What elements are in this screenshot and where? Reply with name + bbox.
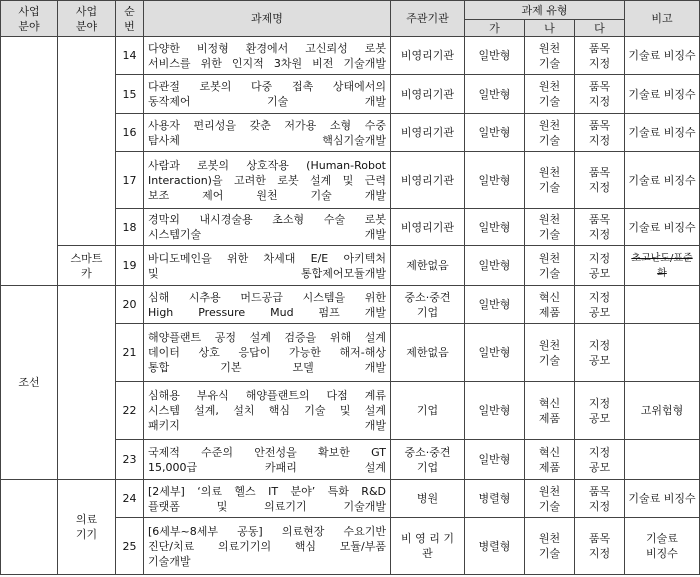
lead-org: 비 영 리 기 관 [391,518,465,575]
lead-org: 병원 [391,480,465,518]
remark: 기술료 비징수 [625,209,700,246]
sector-cell-blank [1,37,58,286]
row-number: 14 [116,37,144,75]
header-project-name: 과제명 [144,1,391,37]
subsector-medical: 의료 기기 [58,480,116,575]
type-na: 혁신 제품 [525,382,575,440]
sector-cell-blank [1,480,58,575]
type-na: 원천 기술 [525,209,575,246]
type-ga: 일반형 [465,382,525,440]
lead-org: 제한없음 [391,246,465,286]
type-ga: 일반형 [465,152,525,209]
type-na: 혁신 제품 [525,286,575,324]
type-na: 원천 기술 [525,152,575,209]
project-title: 다양한 비정형 환경에서 고신뢰성 로봇 서비스를 위한 인지적 3차원 비전 기술개발 [144,37,391,75]
lead-org: 비영리기관 [391,209,465,246]
type-ga: 일반형 [465,75,525,114]
type-da: 품목 지정 [575,209,625,246]
row-number: 22 [116,382,144,440]
table-row [1,246,700,286]
row-number: 16 [116,114,144,152]
type-na: 원천 기술 [525,518,575,575]
project-title: 바디도메인을 위한 차세대 E/E 아키텍처 및 통합제어모듈개발 [144,246,391,286]
type-ga: 일반형 [465,209,525,246]
type-na: 원천 기술 [525,114,575,152]
type-da: 품목 지정 [575,480,625,518]
type-ga: 일반형 [465,37,525,75]
table-row [1,480,700,518]
type-da: 지정 공모 [575,440,625,480]
remark: 고위험형 [625,382,700,440]
header-sector-1: 사업 분야 [1,1,58,37]
type-ga: 병렬형 [465,518,525,575]
project-title: 사용자 편리성을 갖춘 저가용 소형 수중 탐사체 핵심기술개발 [144,114,391,152]
row-number: 17 [116,152,144,209]
type-ga: 일반형 [465,114,525,152]
project-title: [6세부~8세부 공동] 의료현장 수요기반 진단/치료 의료기기의 핵심 모듈/부품 기술개발 [144,518,391,575]
type-da: 지정 공모 [575,286,625,324]
lead-org: 비영리기관 [391,75,465,114]
type-ga: 일반형 [465,286,525,324]
project-title: 심해용 부유식 해양플랜트의 다점 계류 시스템 설계, 설치 핵심 기술 및 설계 패키지 개발 [144,382,391,440]
row-number: 18 [116,209,144,246]
header-type-ga: 가 [465,20,525,37]
subsector-cell-blank [58,286,116,480]
lead-org: 중소·중견 기업 [391,286,465,324]
type-na: 혁신 제품 [525,440,575,480]
row-number: 19 [116,246,144,286]
project-title: 심해 시추용 머드공급 시스템을 위한 High Pressure Mud 펌프 개발 [144,286,391,324]
remark: 초고난도/표준화 [625,246,700,286]
header-number: 순 번 [116,1,144,37]
lead-org: 제한없음 [391,324,465,382]
row-number: 20 [116,286,144,324]
project-title: 해양플랜트 공정 설계 검증을 위해 설계 데이터 상호 응답이 가능한 해저-해상 통합 기본 모델 개발 [144,324,391,382]
type-na: 원천 기술 [525,246,575,286]
remark-empty [625,286,700,324]
header-type-na: 나 [525,20,575,37]
type-na: 원천 기술 [525,480,575,518]
remark: 기술료 비징수 [625,75,700,114]
type-ga: 일반형 [465,324,525,382]
remark-empty [625,324,700,382]
lead-org: 비영리기관 [391,37,465,75]
subsector-cell-blank [58,37,116,246]
type-ga: 일반형 [465,440,525,480]
row-number: 21 [116,324,144,382]
remark: 기술료 비징수 [625,152,700,209]
type-da: 지정 공모 [575,324,625,382]
remark: 기술료 비징수 [625,37,700,75]
project-title: 다관절 로봇의 다중 접촉 상태에서의 동작제어 기술 개발 [144,75,391,114]
lead-org: 비영리기관 [391,114,465,152]
type-da: 품목 지정 [575,37,625,75]
lead-org: 기업 [391,382,465,440]
type-ga: 일반형 [465,246,525,286]
type-da: 지정 공모 [575,382,625,440]
header-sector-2: 사업 분야 [58,1,116,37]
type-da: 품목 지정 [575,114,625,152]
row-number: 23 [116,440,144,480]
row-number: 15 [116,75,144,114]
type-na: 원천 기술 [525,75,575,114]
header-remarks: 비고 [625,1,700,37]
header-project-type: 과제 유형 [465,1,625,20]
row-number: 25 [116,518,144,575]
lead-org: 중소·중견 기업 [391,440,465,480]
project-title: 경막외 내시경술용 초소형 수술 로봇 시스템기술 개발 [144,209,391,246]
table-row [1,37,700,75]
row-number: 24 [116,480,144,518]
sector-shipbuilding: 조선 [1,286,58,480]
remark: 기술료 비징수 [625,518,700,575]
remark-empty [625,440,700,480]
type-na: 원천 기술 [525,324,575,382]
header-type-da: 다 [575,20,625,37]
project-title: 국제적 수준의 안전성을 확보한 GT 15,000급 카패리 설계 [144,440,391,480]
type-da: 품목 지정 [575,152,625,209]
type-na: 원천 기술 [525,37,575,75]
remark: 기술료 비징수 [625,480,700,518]
project-title: 사람과 로봇의 상호작용 (Human-Robot Interaction)을 고려한 로봇 설계 및 근력 보조 제어 원천 기술 개발 [144,152,391,209]
lead-org: 비영리기관 [391,152,465,209]
table-row [1,286,700,324]
type-da: 지정 공모 [575,246,625,286]
type-ga: 병렬형 [465,480,525,518]
header-row-1 [1,1,700,20]
project-title: [2세부] ‘의료 헬스 IT 분야’ 특화 R&D 플랫폼 및 의료기기 기술개발 [144,480,391,518]
header-lead-org: 주관기관 [391,1,465,37]
subsector-smartcar: 스마트 카 [58,246,116,286]
remark: 기술료 비징수 [625,114,700,152]
type-da: 품목 지정 [575,518,625,575]
type-da: 품목 지정 [575,75,625,114]
